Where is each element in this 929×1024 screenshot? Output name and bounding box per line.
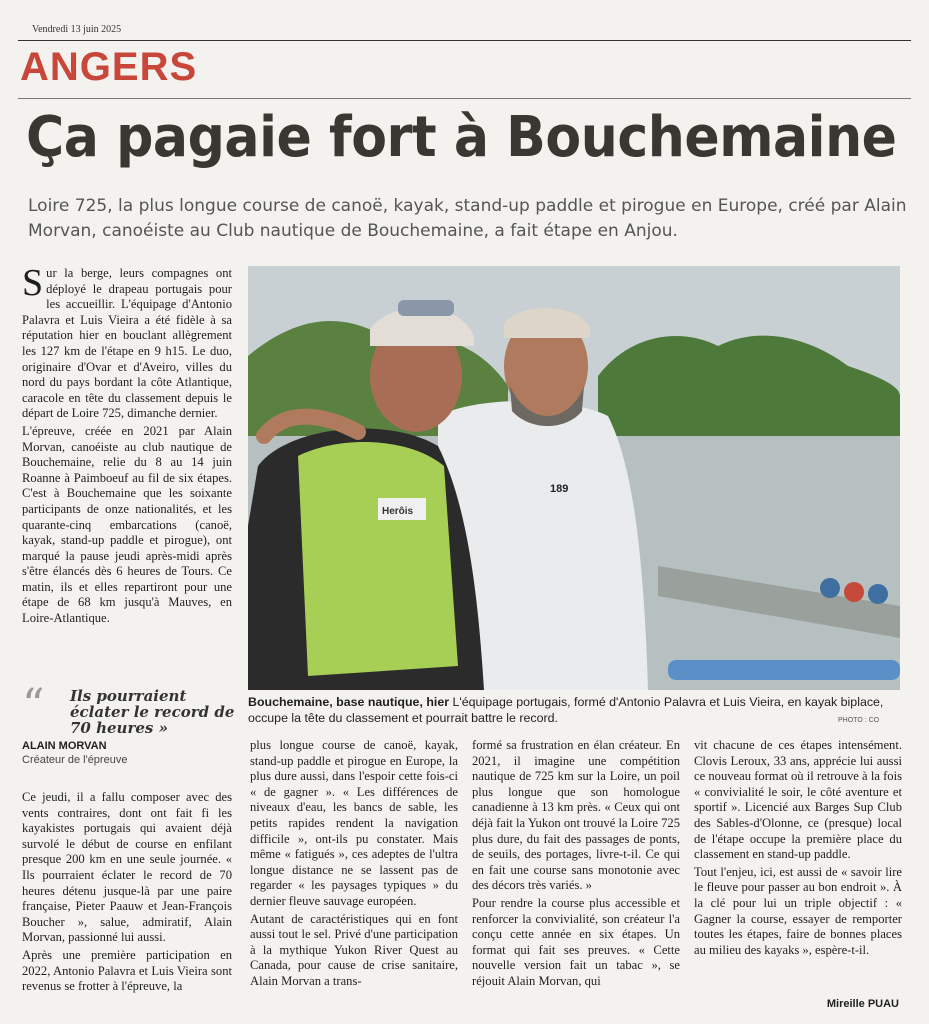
body-paragraph: formé sa frustration en élan créateur. En 2021, il imagine une compétition nautique de 725 km sur la Loire, un poil plus longue que son homologue canadienne à 13 km près. « Ceux qui ont déjà fait la Yukon ont trouvé la Loire 725 plus dure, du fait des passages de ponts, de seuils, des portages, livre-t-il. Ce qui en fait une course sans monotonie avec des décors très variés. »: [472, 738, 680, 893]
intro-paragraph-1-text: ur la berge, leurs compagnes ont déployé le drapeau portugais pour les accueillir. L'équipage d'Antonio Palavra et Luis Vieira a été fidèle à sa réputation hier en bouclant allègrement les 127 km de l'étape en 9 h15. Le duo, originaire d'Ovar et d'Aveiro, villes du nord du pays bordant la côte Atlantique, caracole en tête du classement depuis le départ de Loire 725, dimanche dernier.: [22, 266, 232, 421]
body-paragraph: Après une première participation en 2022, Antonio Palavra et Luis Vieira sont revenus se frotter à l'épreuve, la: [22, 947, 232, 994]
quote-author: ALAIN MORVAN: [22, 740, 107, 752]
photo-bystander: [820, 578, 840, 598]
quote-marks-icon: “: [22, 680, 45, 731]
intro-paragraph-1: [22, 262, 232, 422]
intro-paragraph-2: L'épreuve, créée en 2021 par Alain Morvan, canoéiste au club nautique de Bouchemaine, relie du 8 au 14 juin Roanne à Paimboeuf au fil de six étapes. C'est à Bouchemaine que les soixante participants de onze nationalités, et les quarante-cinq embarcations (canoë, kayak, stand-up paddle et pirogue), ont marqué la pause jeudi après-midi après s'être élancés dès 6 heures de Tours. Ce matin, ils et elles repartiront pour une étape de 68 km jusqu'à Mauves, en Loire-Atlantique.: [22, 423, 232, 626]
rubric-rule: [18, 98, 911, 99]
dropcap: S: [22, 262, 44, 304]
body-paragraph: Tout l'enjeu, ici, est aussi de « savoir lire le fleuve pour passer au bon endroit ». À la clé pour lui un triple objectif : « Gagner la course, essayer de remporter toutes les étapes, faire de bonnes places au milieu des kayaks », espère-t-il.: [694, 864, 902, 957]
body-column-2: [250, 738, 458, 992]
photo-illustration: [248, 266, 900, 690]
quote-text: Ils pourraient éclater le record de 70 heures »: [70, 687, 235, 737]
author-signature: Mireille PUAU: [826, 998, 899, 1010]
body-paragraph: Pour rendre la course plus accessible et renforcer la convivialité, son créateur l'a conçu cette année en six étapes. Un format qui fait ses preuves. « Cette nouvelle version fait un tabac », se réjouit Alain Morvan, qui: [472, 895, 680, 988]
caption-text: L'équipage portugais, formé d'Antonio Palavra et Luis Vieira, en kayak biplace, occupe la tête du classement et pourrait battre le record.: [248, 695, 884, 725]
body-paragraph: Autant de caractéristiques qui en font aussi tout le sel. Privé d'une participation à la mythique Yukon River Quest au Canada, pour cause de crise sanitaire, Alain Morvan a trans-: [250, 911, 458, 988]
dateline: Vendredi 13 juin 2025: [32, 24, 122, 35]
body-column-1: [22, 790, 232, 997]
photo-bystander: [844, 582, 864, 602]
quote-role: Créateur de l'épreuve: [22, 754, 128, 766]
header-rule: [18, 40, 911, 41]
photo-caption: [248, 694, 898, 726]
article-photo: [248, 266, 900, 690]
body-column-4: [694, 738, 902, 960]
intro-column: [22, 262, 232, 629]
photo-vest-brand: Herôis: [382, 506, 414, 517]
body-paragraph: vit chacune de ces étapes intensément. Clovis Leroux, 33 ans, apprécie lui aussi ce nouveau format où il retrouve à la fois « convivialité le soir, le côté aventure et sportif ». Licencié aux Barges Sup Club des Sables-d'Olonne, ce (presque) local de l'étape occupe la première place du classement en stand-up paddle.: [694, 738, 902, 862]
body-paragraph: Ce jeudi, il a fallu composer avec des vents contraires, dont ont fait fi les kayakistes portugais qui avaient déjà survolé le début de course en enfilant presque 200 km en une seule journée. « Ils pourraient éclater le record de 70 heures détenu jusque-là par une paire française, Pieter Paauw et Jean-François Boucher », salue, admiratif, Alain Morvan, passionné lui aussi.: [22, 790, 232, 945]
chapeau: Loire 725, la plus longue course de canoë, kayak, stand-up paddle et pirogue en Europe, créé par Alain Morvan, canoéiste au Club nautique de Bouchemaine, a fait étape en Anjou.: [28, 196, 907, 241]
body-column-3: [472, 738, 680, 992]
photo-kayak: [668, 660, 900, 680]
photo-sunglasses: [398, 300, 454, 316]
photo-life-vest: [298, 442, 458, 676]
photo-bystander: [868, 584, 888, 604]
caption-lead: Bouchemaine, base nautique, hier: [248, 695, 450, 709]
photo-credit: PHOTO : CO: [838, 717, 880, 724]
photo-bib-number: 189: [550, 483, 569, 495]
headline: Ça pagaie fort à Bouchemaine: [26, 105, 897, 170]
body-paragraph: plus longue course de canoë, kayak, stand-up paddle et pirogue en Europe, la plus dure aussi, dans l'espoir cette fois-ci « de gagner ». « Les différences de niveaux d'eau, les bancs de sable, les petits rapides rendent la navigation difficile », ont-ils pu constater. Mais même « fatigués », ces adeptes de l'ultra longue distance ne se lassent pas de regarder « les paysages typiques » du dernier fleuve sauvage européen.: [250, 738, 458, 908]
section-rubric: ANGERS: [20, 45, 198, 89]
